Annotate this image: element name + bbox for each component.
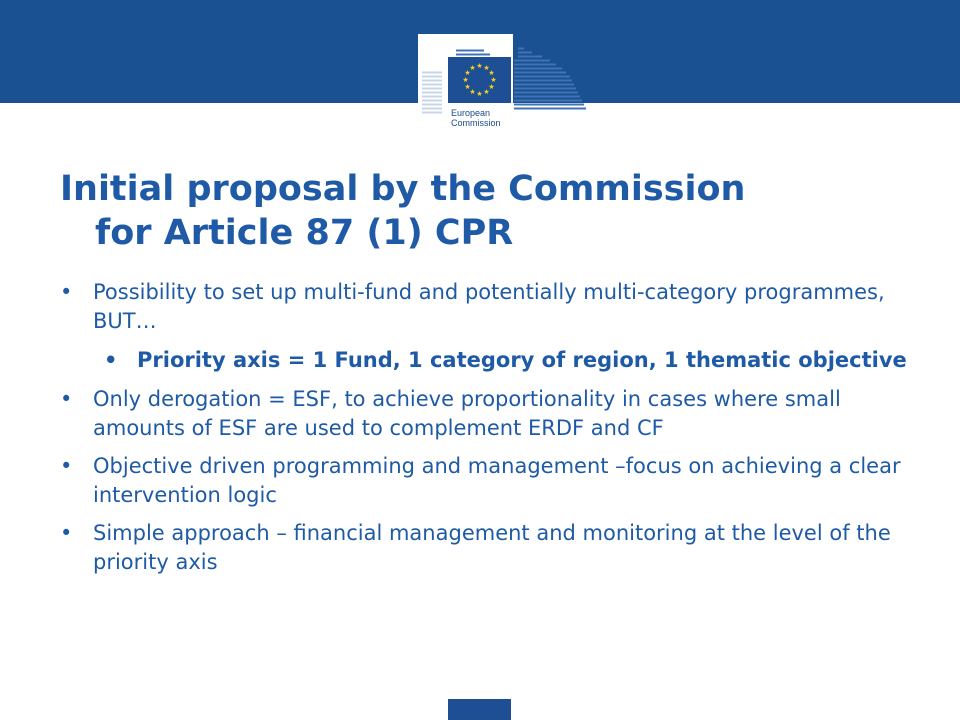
svg-text:★: ★: [464, 83, 471, 91]
slide-title: [60, 167, 920, 255]
slide-title-line2: for Article 87 (1) CPR: [95, 213, 514, 253]
svg-text:★: ★: [469, 88, 476, 96]
bullet-text: Possibility to set up multi-fund and potentially multi-category programmes, BUT…: [93, 280, 885, 333]
bullet-text: Only derogation = ESF, to achieve proportionality in cases where small amounts of ESF are used to complement ERDF and CF: [93, 387, 841, 440]
bullet-list: [60, 278, 920, 577]
svg-text:★: ★: [490, 76, 497, 84]
logo-line1: European: [451, 108, 491, 118]
svg-text:★: ★: [488, 69, 495, 77]
bullet-icon: •: [60, 454, 73, 478]
bullet-icon: •: [60, 521, 73, 545]
bullet-text: Simple approach – financial management and monitoring at the level of the priority axis: [93, 521, 891, 574]
svg-text:★: ★: [469, 64, 476, 72]
logo-line2: Commission: [451, 118, 501, 128]
slide-title-line1: Initial proposal by the Commission: [60, 169, 746, 209]
svg-text:★: ★: [483, 64, 490, 72]
svg-text:★: ★: [483, 88, 490, 96]
list-item-sub: [60, 346, 920, 375]
svg-text:★: ★: [462, 76, 469, 84]
list-item: [60, 278, 920, 336]
bullet-text: Priority axis = 1 Fund, 1 category of region, 1 thematic objective: [137, 348, 907, 372]
footer-tab: [448, 699, 511, 720]
list-item: [60, 519, 920, 577]
bullet-icon: •: [60, 280, 73, 304]
list-item: [60, 452, 920, 510]
svg-text:★: ★: [464, 69, 471, 77]
list-item: [60, 385, 920, 443]
bullet-text: Objective driven programming and management –focus on achieving a clear intervention logic: [93, 454, 901, 507]
svg-text:★: ★: [476, 62, 483, 70]
svg-text:★: ★: [488, 83, 495, 91]
svg-text:★: ★: [476, 90, 483, 98]
eu-flag-icon: [448, 57, 511, 103]
bullet-icon: •: [60, 387, 73, 411]
logo-wordmark: [451, 108, 511, 128]
bullet-icon: •: [104, 348, 118, 372]
